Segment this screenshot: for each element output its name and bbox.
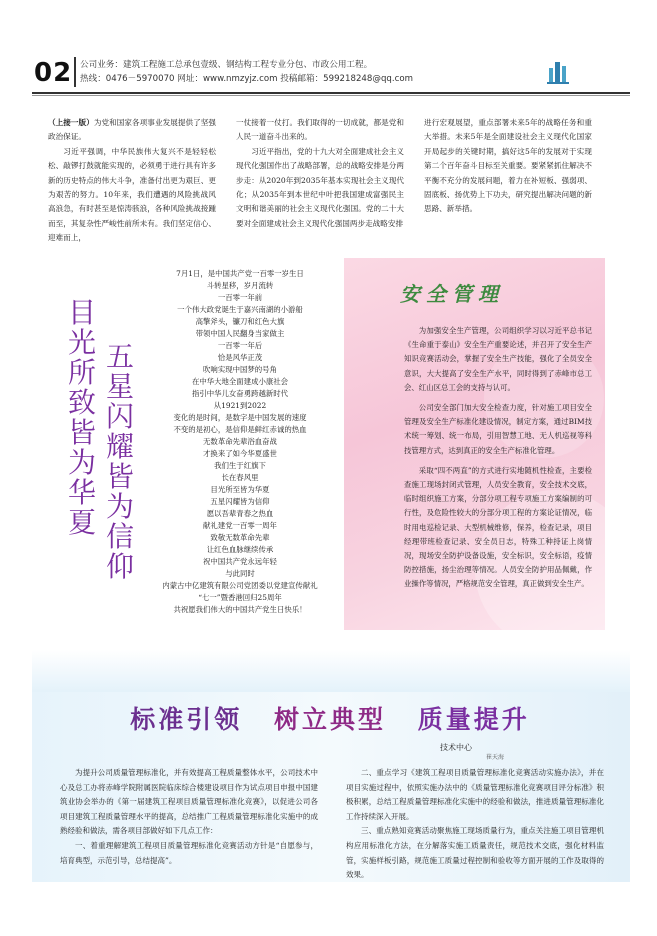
header-divider <box>74 57 76 87</box>
poem-line: 变化的是时间，是数字是中国发展的速度 <box>173 413 307 422</box>
poem-line: 献礼建党一百零一周年 <box>203 521 277 530</box>
poem-line: 7月1日，是中国共产党一百零一岁生日 <box>176 269 304 278</box>
continued-marker: （上接一版） <box>48 118 94 127</box>
header-info <box>80 58 413 86</box>
banner-phrase-2: 树立典型 <box>273 705 386 734</box>
poem-line: 高擎斧头，镰刀和红色大旗 <box>195 317 285 326</box>
article-paragraph: 习近平强调，中华民族伟大复兴不是轻轻松松、敲锣打鼓就能实现的，必须勇于进行具有许多新的历史特点的伟大斗争，准备付出更为艰巨、更为艰苦的努力。10年来，我们遭遇的风险挑战风高浪急，有时甚至是惊涛骇浪，各种风险挑战接踵而至，其复杂性严峻性前所未有。我们坚定信心、迎难而上， <box>48 146 216 243</box>
poem-line: 从1921到2022 <box>213 401 267 410</box>
article-column-1 <box>48 116 216 246</box>
poem-line: 祝中国共产党永远年轻 <box>203 557 277 566</box>
quality-banner <box>60 700 600 736</box>
article-paragraph: 习近平指出，党的十九大对全面建成社会主义现代化强国作出了战略部署，总的战略安排是分两步走：从2020年到2035年基本实现社会主义现代化；从2035年到本世纪中叶把我国建成富强民主文明和谐美丽的社会主义现代化强国。党的二十大要对全面建成社会主义现代化强国两步走战略安排 <box>236 146 404 228</box>
safety-body <box>404 324 592 598</box>
poem-line: 致敬无数革命先辈 <box>210 533 270 542</box>
header-rule-thin <box>32 95 630 96</box>
bottom-paragraph: 为提升公司质量管理标准化，并有效提高工程质量整体水平，公司技术中心及总工办将赤峰学院附属医院临床综合楼建设项目作为试点项目申报中国建筑业协会举办的《第一届建筑工程项目质量管理标准化竞赛》，以促进公司各项目建筑工程质量管理水平的提高，总结推广工程质量管理标准化实施中的成熟经验和做法，需各项目部做好如下几点工作： <box>60 768 318 836</box>
poem-line: 才换来了如今华夏盛世 <box>203 449 277 458</box>
header-contact-line: 热线：0476－5970070 网址：www.nmzyjz.com 投稿邮箱：599218248@qq.com <box>80 74 413 84</box>
banner-phrase-1: 标准引领 <box>130 705 243 734</box>
safety-paragraph: 公司安全部门加大安全检查力度，针对施工项目安全管理及安全生产标准化建设情况，制定方案，通过BIM技术统一筹划、统一布局，引用智慧工地、无人机巡视等科技管理方式，达到真正的安全生产标准化管理。 <box>404 403 592 455</box>
article-column-3 <box>424 116 592 217</box>
bottom-paragraph: 三、重点熟知竞赛活动聚焦施工现场质量行为，重点关注施工项目管理机构应用标准化方法，在分解落实施工质量责任，规范技术交底，强化材料监管，实施样板引路，规范施工质量过程控制和验收等方面开展的工作及取得的效果。 <box>346 826 604 880</box>
poem-line: 目光所至皆为华夏 <box>210 485 270 494</box>
article-paragraph: （上接一版）为党和国家各项事业发展提供了坚强政治保证。 <box>48 118 217 142</box>
header-business-line: 公司业务：建筑工程施工总承包壹级、钢结构工程专业分包、市政公用工程。 <box>80 60 373 70</box>
banner-phrase-3: 质量提升 <box>417 705 530 734</box>
poem-line: 恰是风华正茂 <box>217 353 263 362</box>
poem-line: 与此同时 <box>225 569 255 578</box>
safety-paragraph: 为加强安全生产管理，公司组织学习以习近平总书记《生命重于泰山》安全生产重要论述，并召开了安全生产知识竞赛活动会，掌握了安全生产技能，强化了全员安全意识，大大提高了安全生产水平，同时得到了赤峰市总工会、红山区总工会的支持与认可。 <box>404 326 592 392</box>
safety-management-panel <box>344 258 605 630</box>
poem-line: “七一”暨香港回归25周年 <box>198 593 282 602</box>
bottom-paragraph: 二、重点学习《建筑工程项目质量管理标准化竞赛活动实施办法》，并在项目实施过程中，依照实施办法中的《质量管理标准化竞赛项目评分标准》积极积累，总结工程质量管理标准化实施中的经验和做法，推进质量管理标准化工作持续深入开展。 <box>346 768 604 821</box>
poem <box>140 268 340 616</box>
poem-line: 不变的是初心，是信仰是鲜红赤诚的热血 <box>173 425 307 434</box>
poem-line: 我们生于红旗下 <box>214 461 266 470</box>
poem-line: 让红色血脉继续传承 <box>206 545 274 554</box>
bottom-paragraph: 一、着重理解建筑工程项目质量管理标准化竞赛活动方针是“自愿参与，培育典型，示范引导，总结提高”。 <box>60 840 318 865</box>
poem-line: 指引中华儿女奋勇跨越新时代 <box>191 389 289 398</box>
top-article <box>48 116 606 256</box>
poem-line: 斗转星移，岁月流转 <box>206 281 274 290</box>
poem-line: 在中华大地全面建成小康社会 <box>191 377 289 386</box>
poem-line: 一个伟大政党诞生于嘉兴南湖的小游船 <box>177 305 303 314</box>
poem-line: 一百零一年后 <box>217 341 263 350</box>
safety-paragraph: 采取“四不两直”的方式进行实地随机性检查，主要检查施工现场封闭式管理，人员安全教育，安全技术交底，临时组织施工方案，分部分项工程专项施工方案编制的可行性，及危险性较大的分部分项工程的方案论证情况，临时用电巡检记录、大型机械维修，保养，检查记录，项目经理带班检查记录、安全员日志，特殊工种持证上岗情况，现场安全防护设备设施，安全标识，安全标语，疫情防控措施，扬尘治理等情况。人员安全防护用品佩戴，作业操作等情况，严格规范安全管理，真正做到安全生产。 <box>404 465 592 589</box>
poem-line: 吹响实现中国梦的号角 <box>203 365 277 374</box>
article-paragraph: 一仗接着一仗打。我们取得的一切成就，都是党和人民一道奋斗出来的。 <box>236 118 404 142</box>
poem-line: 一百零一年前 <box>217 293 263 302</box>
byline-department: 技术中心 <box>440 743 472 752</box>
safety-title: 安全管理 <box>400 282 504 306</box>
byline-author: 崔天海 <box>486 754 505 761</box>
poem-line: 内蒙古中亿建筑有限公司党团委以党建宣传献礼 <box>162 581 318 590</box>
page-number: 02 <box>34 58 73 88</box>
poem-line: 长在春风里 <box>221 473 259 482</box>
bottom-column-1 <box>60 766 318 868</box>
poem-line: 带领中国人民翻身当家做主 <box>195 329 285 338</box>
article-paragraph: 进行宏观展望，重点部署未来5年的战略任务和重大举措。未来5年是全面建设社会主义现代化国家开局起步的关键时期，搞好这5年的发展对于实现第二个百年奋斗目标至关重要。要紧紧抓住解决不平衡不充分的发展问题，着力在补短板、强弱项、固底板、扬优势上下功夫，研究提出解决问题的新思路、新举措。 <box>424 118 592 214</box>
vertical-title-xinyang: 五星闪耀皆为信仰 <box>105 340 134 583</box>
article-column-2 <box>236 116 404 231</box>
poem-line: 五星闪耀皆为信仰 <box>210 497 270 506</box>
bottom-column-2 <box>346 766 604 883</box>
header-rule <box>32 92 630 94</box>
page-header <box>0 0 657 100</box>
vertical-title-huaxia: 目光所致皆为华夏 <box>67 296 96 539</box>
poem-line: 无数革命先辈浴血奋战 <box>203 437 277 446</box>
company-logo-icon <box>545 58 573 86</box>
poem-line: 愿以吾辈青春之热血 <box>206 509 274 518</box>
poem-line: 共祝愿我们伟大的中国共产党生日快乐！ <box>173 605 307 614</box>
